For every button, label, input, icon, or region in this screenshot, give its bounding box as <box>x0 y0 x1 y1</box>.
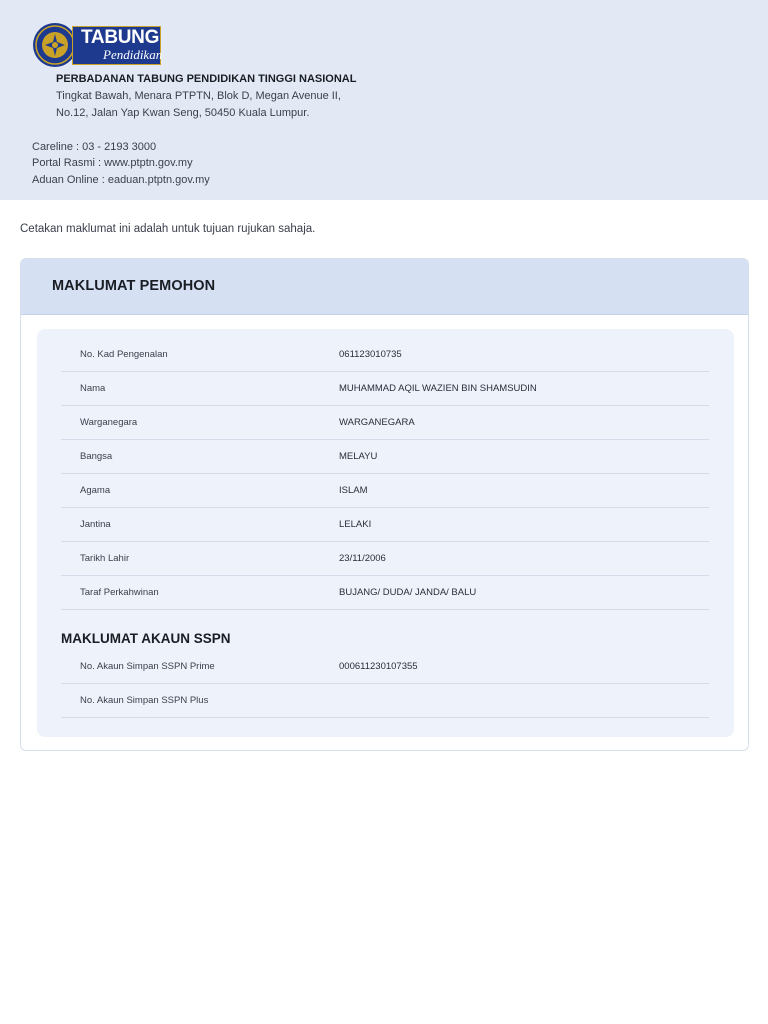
detail-value: LELAKI <box>339 519 372 530</box>
detail-label: Tarikh Lahir <box>80 553 130 564</box>
applicant-card <box>20 258 749 751</box>
org-name: PERBADANAN TABUNG PENDIDIKAN TINGGI NASIONAL <box>56 73 357 85</box>
applicant-card-header <box>21 259 748 315</box>
sspn-row <box>61 649 709 684</box>
detail-row <box>61 371 709 406</box>
detail-label: No. Kad Pengenalan <box>80 349 168 360</box>
detail-row <box>61 507 709 542</box>
detail-value: MUHAMMAD AQIL WAZIEN BIN SHAMSUDIN <box>339 383 537 394</box>
detail-value: 23/11/2006 <box>339 553 386 564</box>
detail-row <box>61 405 709 440</box>
detail-row <box>61 337 709 372</box>
applicant-details-panel <box>37 329 734 737</box>
sspn-label: No. Akaun Simpan SSPN Prime <box>80 661 215 672</box>
sspn-row <box>61 683 709 718</box>
detail-value: 061123010735 <box>339 349 402 360</box>
detail-label: Agama <box>80 485 111 496</box>
portal-rasmi: Portal Rasmi : www.ptptn.gov.my <box>32 157 193 169</box>
detail-row <box>61 473 709 508</box>
detail-label: Jantina <box>80 519 111 530</box>
print-notice: Cetakan maklumat ini adalah untuk tujuan rujukan sahaja. <box>20 223 316 235</box>
sspn-label: No. Akaun Simpan SSPN Plus <box>80 695 209 706</box>
detail-label: Warganegara <box>80 417 138 428</box>
detail-row <box>61 439 709 474</box>
detail-value: MELAYU <box>339 451 378 462</box>
detail-value: WARGANEGARA <box>339 417 415 428</box>
detail-label: Nama <box>80 383 106 394</box>
detail-row <box>61 541 709 576</box>
page-header <box>0 0 768 200</box>
applicant-section-title: MAKLUMAT PEMOHON <box>52 278 216 294</box>
sspn-value: 000611230107355 <box>339 661 418 672</box>
detail-label: Taraf Perkahwinan <box>80 587 159 598</box>
ptptn-logo <box>32 22 164 68</box>
detail-label: Bangsa <box>80 451 113 462</box>
logo-script: Pendidikan <box>103 47 163 62</box>
detail-row <box>61 575 709 610</box>
detail-value: BUJANG/ DUDA/ JANDA/ BALU <box>339 587 477 598</box>
logo-wordmark <box>72 26 161 65</box>
address-line-2: No.12, Jalan Yap Kwan Seng, 50450 Kuala Lumpur. <box>56 107 310 119</box>
careline: Careline : 03 - 2193 3000 <box>32 141 157 153</box>
aduan-online: Aduan Online : eaduan.ptptn.gov.my <box>32 174 210 186</box>
address-line-1: Tingkat Bawah, Menara PTPTN, Blok D, Megan Avenue II, <box>56 90 341 102</box>
sspn-section-title: MAKLUMAT AKAUN SSPN <box>61 631 231 646</box>
logo-word: TABUNG <box>81 27 160 48</box>
detail-value: ISLAM <box>339 485 368 496</box>
